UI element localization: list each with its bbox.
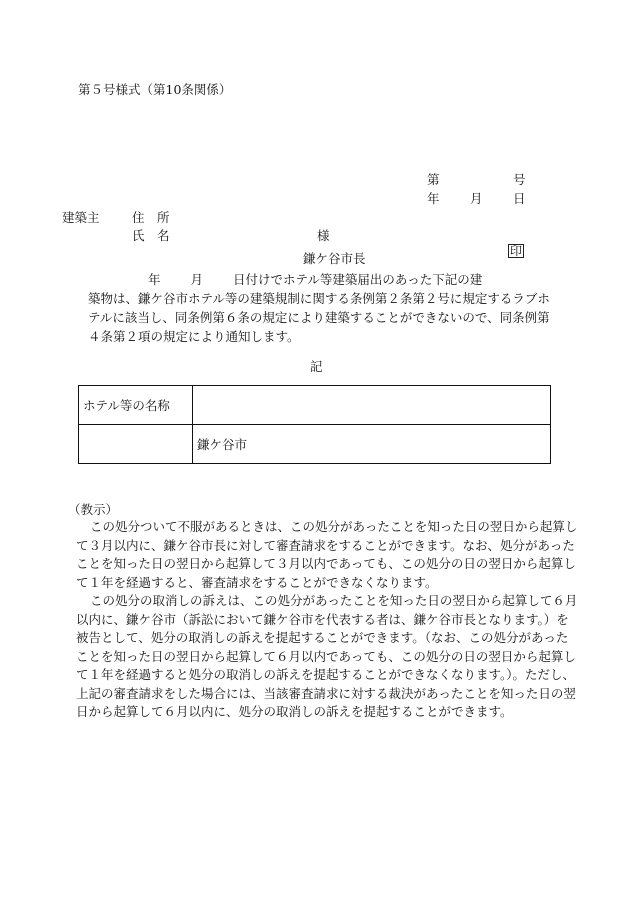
- doc-number-prefix: 第: [427, 172, 440, 187]
- issuer-title: 鎌ケ谷市長: [303, 251, 366, 266]
- notice-line1-rest: 日付けでホテル等建築届出のあった下記の建: [232, 272, 483, 287]
- table-label-hotel-name: ホテル等の名称: [79, 386, 193, 425]
- name-label: 氏 名: [132, 228, 170, 243]
- instruction-heading: （教示）: [68, 502, 119, 517]
- address-label: 住 所: [132, 210, 170, 225]
- recipient-role: 建築主: [62, 210, 100, 225]
- table-label-location: [79, 425, 193, 464]
- seal-mark: 印: [510, 244, 523, 258]
- instruction-paragraph-2: この処分の取消しの訴えは、この処分があったことを知った日の翌日から起算して６月以内に、鎌ケ谷市（訴訟において鎌ケ谷市を代表する者は、鎌ケ谷市長となります。）を被告として、処分の取消しの訴えを提起することができます。（なお、この処分があったことを知った日の翌日から起算して６月以内であっても、この処分の日の翌日から起算して１年を経過すると処分の取消しの訴えを提起することができなくなります。）。ただし、上記の審査請求をした場合には、当該審査請求に対する裁決があったことを知った日の翌日から起算して６月以内に、処分の取消しの訴えを提起することができます。: [76, 593, 578, 719]
- table-value-location: 鎌ケ谷市: [193, 425, 551, 464]
- date-year: 年: [427, 191, 440, 206]
- doc-number-suffix: 号: [513, 172, 526, 187]
- notice-body: [88, 270, 550, 346]
- notice-year: 年: [148, 272, 161, 287]
- date-day: 日: [513, 191, 526, 206]
- hotel-info-table: [78, 385, 551, 464]
- instruction-paragraph-1: この処分ついて不服があるときは、この処分があったことを知った日の翌日から起算して３月以内に、鎌ケ谷市長に対して審査請求をすることができます。なお、処分があったことを知った日の翌日から起算して３月以内であっても、この処分の日の翌日から起算して１年を経過すると、審査請求をすることができなくなります。: [76, 519, 578, 590]
- ki-heading: 記: [310, 359, 323, 374]
- notice-month: 月: [190, 272, 203, 287]
- date-month: 月: [470, 191, 483, 206]
- notice-text: 築物は、鎌ケ谷市ホテル等の建築規制に関する条例第２条第２号に規定するラブホテルに該当し、同条例第６条の規定により建築することができないので、同条例第４条第２項の規定により通知します。: [88, 291, 550, 344]
- instruction-body: [76, 518, 580, 722]
- form-number: 第５号様式（第10条関係）: [78, 82, 232, 97]
- honorific: 様: [317, 228, 330, 243]
- table-value-hotel-name: [193, 386, 551, 425]
